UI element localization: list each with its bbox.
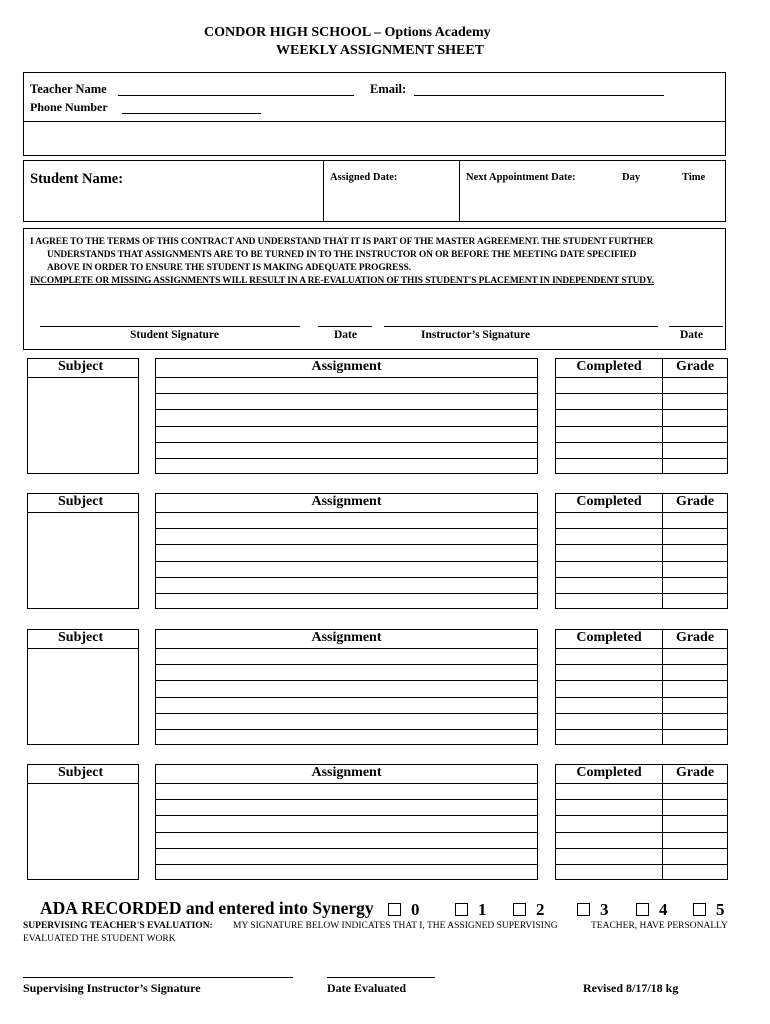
- ada-option-1[interactable]: [455, 900, 487, 920]
- completed-column: [555, 764, 663, 880]
- subject-header: Subject: [58, 359, 104, 374]
- assignment-row[interactable]: [155, 864, 538, 865]
- completed-header: Completed: [576, 630, 642, 645]
- completed-grade-row[interactable]: [555, 680, 728, 681]
- grade-header: Grade: [675, 494, 715, 509]
- phone-number-field[interactable]: [122, 113, 261, 114]
- checkbox-icon[interactable]: [388, 903, 401, 916]
- completed-header: Completed: [576, 765, 642, 780]
- revised-note: Revised 8/17/18 kg: [583, 981, 679, 995]
- subject-header: Subject: [58, 630, 104, 645]
- student-info-box: [23, 160, 726, 222]
- completed-grade-row[interactable]: [555, 442, 728, 443]
- completed-grade-row[interactable]: [555, 832, 728, 833]
- assignment-row[interactable]: [155, 848, 538, 849]
- assignment-row[interactable]: [155, 577, 538, 578]
- agreement-line-1: I AGREE TO THE TERMS OF THIS CONTRACT AND UNDERSTAND THAT IT IS PART OF THE MASTER AGREEMENT. THE STUDENT FURTHER: [30, 237, 654, 247]
- completed-grade-row[interactable]: [555, 729, 728, 730]
- student-date-label: Date: [334, 329, 357, 341]
- ada-recorded-label: ADA RECORDED and entered into Synergy: [40, 898, 374, 918]
- assignment-row[interactable]: [155, 512, 538, 513]
- agreement-text: [30, 236, 730, 288]
- agreement-line-4: INCOMPLETE OR MISSING ASSIGNMENTS WILL RESULT IN A RE-EVALUATION OF THIS STUDENT'S PLACEMENT IN INDEPENDENT STUDY.: [30, 276, 655, 286]
- checkbox-icon[interactable]: [513, 903, 526, 916]
- assignment-row[interactable]: [155, 426, 538, 427]
- completed-header: Completed: [576, 494, 642, 509]
- assignment-row[interactable]: [155, 713, 538, 714]
- assignment-column: [155, 629, 538, 745]
- completed-column: [555, 629, 663, 745]
- day-label: Day: [622, 172, 641, 183]
- email-field[interactable]: [414, 95, 664, 96]
- completed-grade-row[interactable]: [555, 544, 728, 545]
- completed-grade-row[interactable]: [555, 393, 728, 394]
- completed-grade-row[interactable]: [555, 783, 728, 784]
- subject-cell[interactable]: [28, 784, 138, 879]
- completed-grade-row[interactable]: [555, 426, 728, 427]
- completed-grade-row[interactable]: [555, 577, 728, 578]
- assignment-row[interactable]: [155, 664, 538, 665]
- completed-grade-row[interactable]: [555, 377, 728, 378]
- completed-grade-row[interactable]: [555, 697, 728, 698]
- next-appointment-label: Next Appointment Date:: [466, 172, 576, 183]
- agreement-line-2: UNDERSTANDS THAT ASSIGNMENTS ARE TO BE TURNED IN TO THE INSTRUCTOR ON OR BEFORE THE MEETING DATE SPECIFIED: [47, 250, 637, 260]
- ada-option-2[interactable]: [513, 900, 545, 920]
- grade-column: [662, 493, 728, 609]
- instructor-date-label: Date: [680, 329, 703, 341]
- completed-grade-row[interactable]: [555, 458, 728, 459]
- student-divider-1: [323, 160, 324, 222]
- checkbox-icon[interactable]: [636, 903, 649, 916]
- completed-grade-row[interactable]: [555, 512, 728, 513]
- subject-header: Subject: [58, 765, 104, 780]
- checkbox-icon[interactable]: [577, 903, 590, 916]
- teacher-name-label: Teacher Name: [30, 82, 107, 96]
- assignment-header: Assignment: [311, 359, 382, 374]
- subject-cell[interactable]: [28, 378, 138, 473]
- email-label: Email:: [370, 82, 407, 96]
- ada-option-label: 0: [411, 900, 420, 919]
- grade-column: [662, 764, 728, 880]
- assignment-column: [155, 764, 538, 880]
- phone-number-label: Phone Number: [30, 100, 108, 114]
- evaluation-text-2: TEACHER, HAVE PERSONALLY: [591, 921, 728, 931]
- ada-option-label: 1: [478, 900, 487, 919]
- student-signature-label: Student Signature: [130, 329, 219, 341]
- evaluation-text-3: EVALUATED THE STUDENT WORK: [23, 934, 176, 944]
- agreement-line-3: ABOVE IN ORDER TO ENSURE THE STUDENT IS MAKING ADEQUATE PROGRESS.: [47, 263, 411, 273]
- student-date-field[interactable]: [318, 326, 372, 327]
- instructor-signature-label: Instructor’s Signature: [421, 329, 531, 341]
- assignment-header: Assignment: [311, 630, 382, 645]
- completed-grade-row[interactable]: [555, 593, 728, 594]
- ada-option-label: 3: [600, 900, 609, 919]
- instructor-date-field[interactable]: [669, 326, 723, 327]
- subject-header: Subject: [58, 494, 104, 509]
- ada-option-4[interactable]: [636, 900, 668, 920]
- checkbox-icon[interactable]: [455, 903, 468, 916]
- grade-column: [662, 358, 728, 474]
- teacher-name-field[interactable]: [118, 95, 354, 96]
- assignment-row[interactable]: [155, 783, 538, 784]
- assignment-row[interactable]: [155, 544, 538, 545]
- assignment-row[interactable]: [155, 442, 538, 443]
- completed-column: [555, 493, 663, 609]
- supervising-signature-field[interactable]: [23, 977, 293, 978]
- grade-column: [662, 629, 728, 745]
- assignment-row[interactable]: [155, 561, 538, 562]
- assignment-row[interactable]: [155, 815, 538, 816]
- assignment-row[interactable]: [155, 593, 538, 594]
- time-label: Time: [682, 172, 706, 183]
- assignment-row[interactable]: [155, 648, 538, 649]
- date-evaluated-field[interactable]: [327, 977, 435, 978]
- completed-grade-row[interactable]: [555, 409, 728, 410]
- assigned-date-label: Assigned Date:: [330, 172, 398, 183]
- school-title-text: CONDOR HIGH SCHOOL – Options Academy: [204, 25, 491, 40]
- teacher-notes-box: [23, 121, 726, 156]
- ada-option-label: 5: [716, 900, 725, 919]
- student-name-label: Student Name:: [30, 171, 124, 187]
- checkbox-icon[interactable]: [693, 903, 706, 916]
- completed-grade-row[interactable]: [555, 848, 728, 849]
- completed-grade-row[interactable]: [555, 664, 728, 665]
- grade-header: Grade: [675, 630, 715, 645]
- assignment-row[interactable]: [155, 528, 538, 529]
- sheet-title: WEEKLY ASSIGNMENT SHEET: [276, 43, 485, 58]
- ada-option-3[interactable]: [577, 900, 609, 920]
- ada-option-label: 2: [536, 900, 545, 919]
- assignment-header: Assignment: [311, 765, 382, 780]
- completed-grade-row[interactable]: [555, 864, 728, 865]
- assignment-row[interactable]: [155, 458, 538, 459]
- completed-column: [555, 358, 663, 474]
- completed-header: Completed: [576, 359, 642, 374]
- assignment-row[interactable]: [155, 409, 538, 410]
- assignment-column: [155, 358, 538, 474]
- teacher-info-box: [23, 72, 726, 122]
- assignment-row[interactable]: [155, 680, 538, 681]
- assignment-column: [155, 493, 538, 609]
- assignment-row[interactable]: [155, 832, 538, 833]
- completed-grade-row[interactable]: [555, 815, 728, 816]
- subject-cell[interactable]: [28, 513, 138, 608]
- instructor-signature-field[interactable]: [384, 326, 658, 327]
- evaluation-heading: SUPERVISING TEACHER'S EVALUATION:: [23, 921, 213, 931]
- grade-header: Grade: [675, 359, 715, 374]
- date-evaluated-label: Date Evaluated: [327, 981, 406, 995]
- evaluation-text-1: MY SIGNATURE BELOW INDICATES THAT I, THE ASSIGNED SUPERVISING: [233, 921, 558, 931]
- assignment-row[interactable]: [155, 377, 538, 378]
- completed-grade-row[interactable]: [555, 648, 728, 649]
- assignment-row[interactable]: [155, 697, 538, 698]
- assignment-header: Assignment: [311, 494, 382, 509]
- completed-grade-row[interactable]: [555, 713, 728, 714]
- completed-grade-row[interactable]: [555, 528, 728, 529]
- ada-option-0[interactable]: [388, 900, 420, 920]
- assignment-row[interactable]: [155, 729, 538, 730]
- assignment-row[interactable]: [155, 393, 538, 394]
- student-signature-field[interactable]: [40, 326, 300, 327]
- supervising-signature-label: Supervising Instructor’s Signature: [23, 981, 201, 995]
- assignment-row[interactable]: [155, 799, 538, 800]
- ada-option-label: 4: [659, 900, 668, 919]
- subject-cell[interactable]: [28, 649, 138, 744]
- completed-grade-row[interactable]: [555, 799, 728, 800]
- ada-option-5[interactable]: [693, 900, 725, 920]
- student-divider-2: [459, 160, 460, 222]
- grade-header: Grade: [675, 765, 715, 780]
- completed-grade-row[interactable]: [555, 561, 728, 562]
